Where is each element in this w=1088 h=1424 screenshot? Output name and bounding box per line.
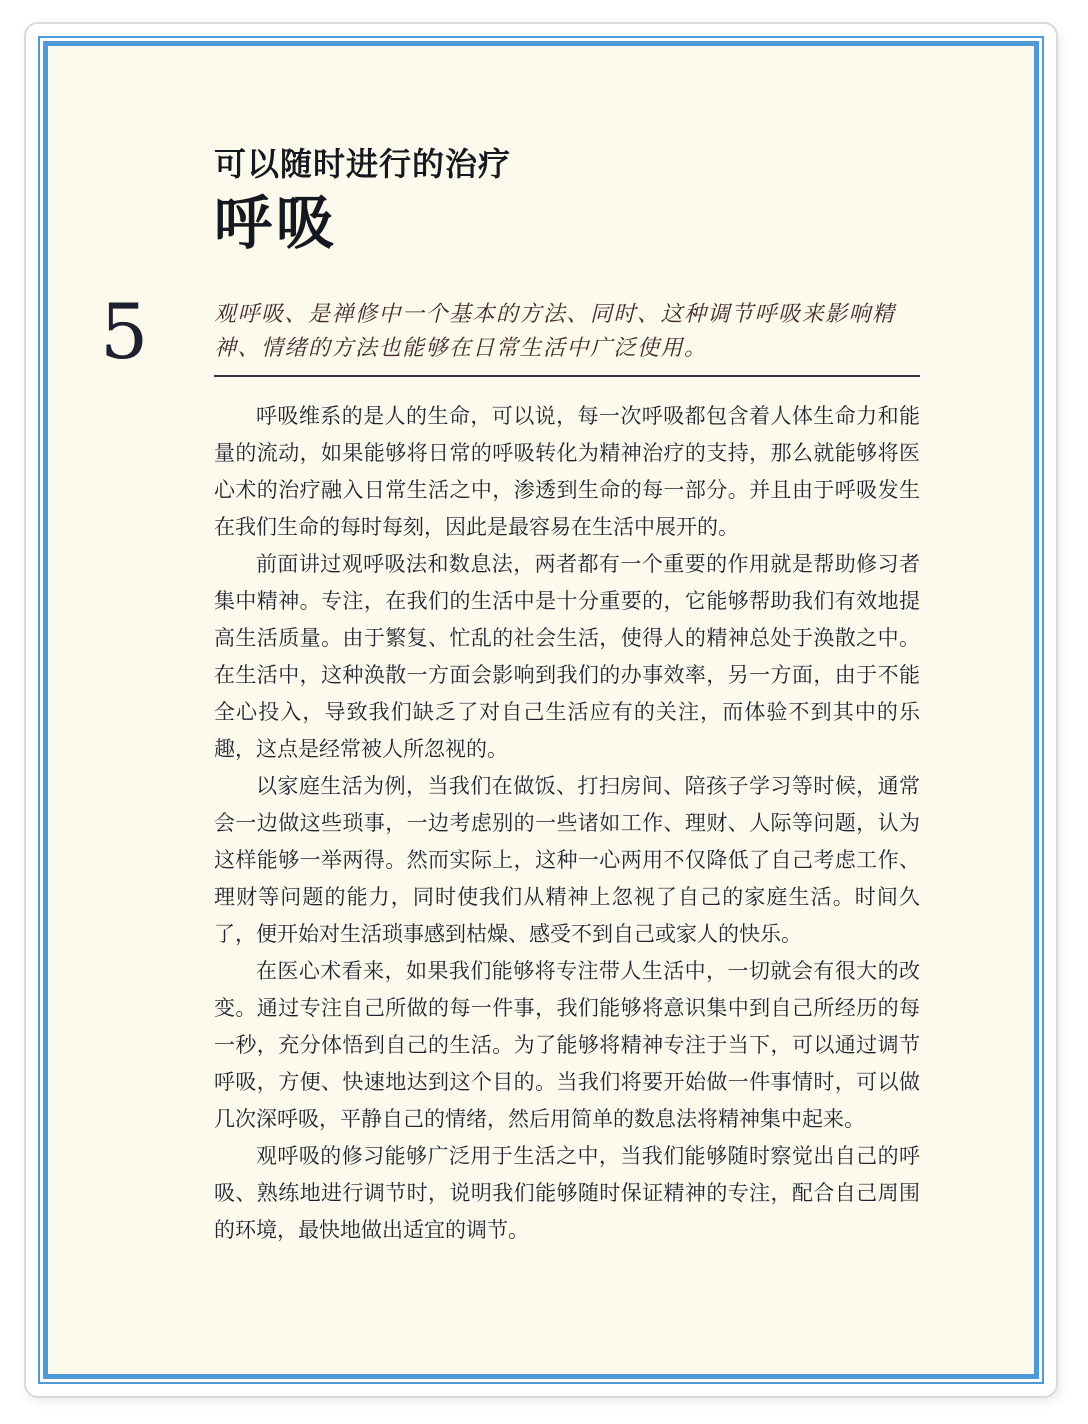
body-paragraph: 观呼吸的修习能够广泛用于生活之中，当我们能够随时察觉出自己的呼吸、熟练地进行调节时，说明我们能够随时保证精神的专注，配合自己周围的环境，最快地做出适宜的调节。 [214,1144,920,1242]
chapter-subtitle: 可以随时进行的治疗 [214,146,512,182]
page-frame-inner [43,41,1039,1379]
book-page [48,46,1034,1374]
body-text [214,398,920,1249]
chapter-number: 5 [100,287,149,376]
body-paragraph: 在医心术看来，如果我们能够将专注带人生活中，一切就会有很大的改变。通过专注自己所做的每一件事，我们能够将意识集中到自己所经历的每一秒，充分体悟到自己的生活。为了能够将精神专注于当下，可以通过调节呼吸，方便、快速地达到这个目的。当我们将要开始做一件事情时，可以做几次深呼吸，平静自己的情绪，然后用简单的数息法将精神集中起来。 [214,959,920,1131]
chapter-title: 呼吸 [214,191,339,256]
page-frame-outer [38,36,1044,1384]
body-paragraph: 前面讲过观呼吸法和数息法，两者都有一个重要的作用就是帮助修习者集中精神。专注，在我们的生活中是十分重要的，它能够帮助我们有效地提高生活质量。由于繁复、忙乱的社会生活，使得人的精神总处于涣散之中。在生活中，这种涣散一方面会影响到我们的办事效率，另一方面，由于不能全心投入，导致我们缺乏了对自己生活应有的关注，而体验不到其中的乐趣，这点是经常被人所忽视的。 [214,552,920,761]
body-paragraph: 呼吸维系的是人的生命，可以说，每一次呼吸都包含着人体生命力和能量的流动，如果能够将日常的呼吸转化为精神治疗的支持，那么就能够将医心术的治疗融入日常生活之中，渗透到生命的每一部分。并且由于呼吸发生在我们生命的每时每刻，因此是最容易在生活中展开的。 [214,404,920,539]
divider-rule [214,375,920,377]
body-paragraph: 以家庭生活为例，当我们在做饭、打扫房间、陪孩子学习等时候，通常会一边做这些琐事，一边考虑别的一些诸如工作、理财、人际等问题，认为这样能够一举两得。然而实际上，这种一心两用不仅降低了自己考虑工作、理财等问题的能力，同时使我们从精神上忽视了自己的家庭生活。时间久了，便开始对生活琐事感到枯燥、感受不到自己或家人的快乐。 [214,774,920,946]
book-page-card [24,22,1058,1398]
chapter-intro: 观呼吸、是禅修中一个基本的方法、同时、这种调节呼吸来影响精神、情绪的方法也能够在日常生活中广泛使用。 [214,301,896,360]
